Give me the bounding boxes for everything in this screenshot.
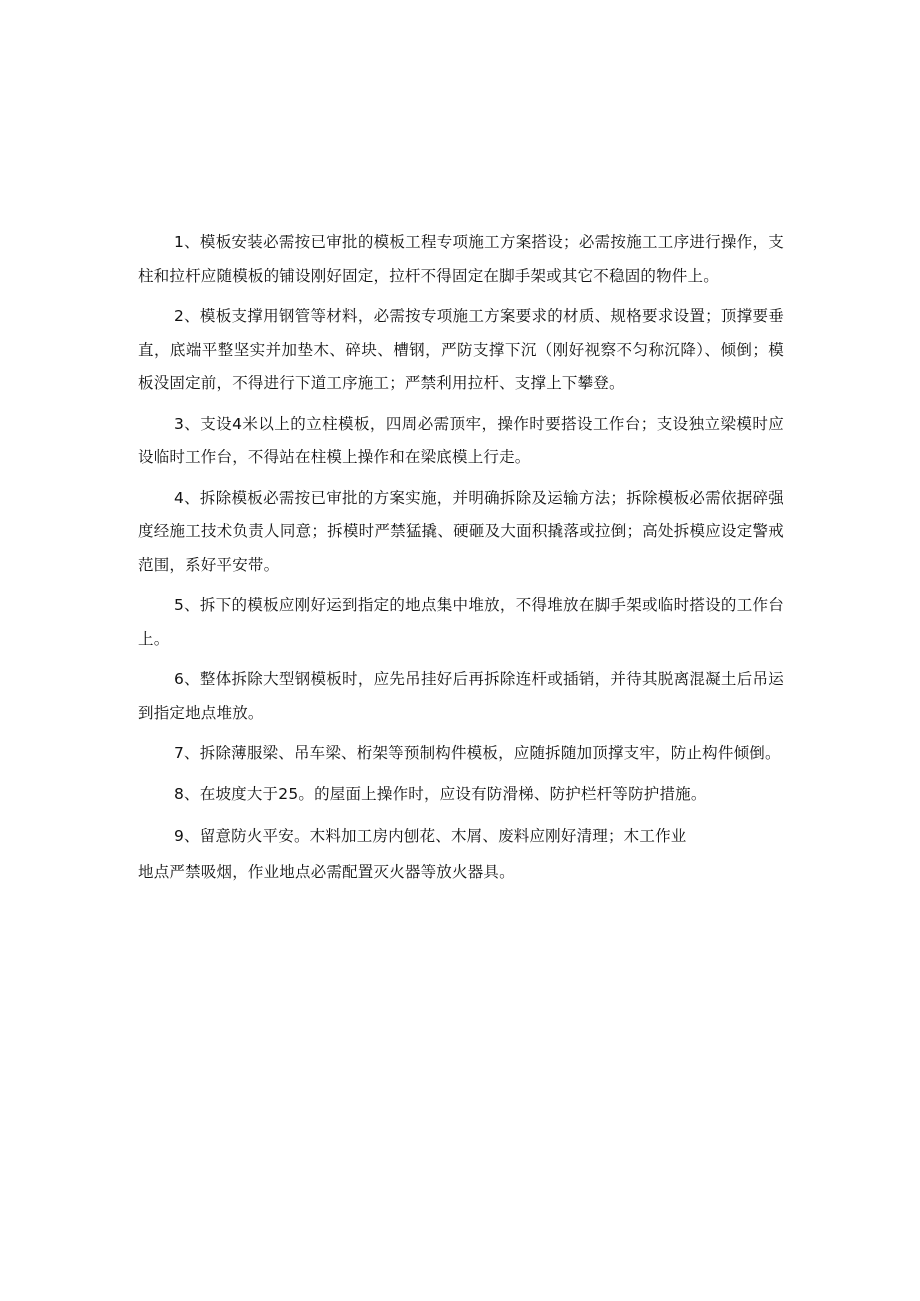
paragraph-9 [138, 818, 784, 890]
paragraph-7: 7、拆除薄服梁、吊车梁、桁架等预制构件模板，应随拆随加顶撑支牢，防止构件倾倒。 [174, 744, 781, 762]
paragraph-2: 2、模板支撑用钢管等材料，必需按专项施工方案要求的材质、规格要求设置；顶撑要垂直，底端平整坚实并加垫木、碎块、槽钢，严防支撑下沉（刚好视察不匀称沉降）、倾倒；模板没固定前，不得进行下道工序施工；严禁利用拉杆、支撑上下攀登。 [138, 307, 784, 392]
document-body [138, 226, 784, 890]
paragraph-1: 1、模板安装必需按已审批的模板工程专项施工方案搭设；必需按施工工序进行操作，支柱和拉杆应随模板的铺设刚好固定，拉杆不得固定在脚手架或其它不稳固的物件上。 [138, 233, 784, 285]
paragraph-4: 4、拆除模板必需按已审批的方案实施，并明确拆除及运输方法；拆除模板必需依据碎强度经施工技术负责人同意；拆模时严禁猛撬、硬砸及大面积撬落或拉倒；高处拆模应设定警戒范围，系好平安带。 [138, 488, 784, 574]
paragraph-9-line-1: 9、留意防火平安。木料加工房内刨花、木屑、废料应刚好清理；木工作业 [174, 827, 687, 845]
paragraph-5: 5、拆下的模板应刚好运到指定的地点集中堆放，不得堆放在脚手架或临时搭设的工作台上。 [138, 596, 784, 648]
paragraph-9-line-2: 地点严禁吸烟，作业地点必需配置灭火器等放火器具。 [138, 863, 515, 881]
paragraph-8: 8、在坡度大于25。的屋面上操作时，应设有防滑梯、防护栏杆等防护措施。 [174, 784, 707, 803]
paragraph-3: 3、支设4米以上的立柱模板，四周必需顶牢，操作时要搭设工作台；支设独立梁模时应设临时工作台，不得站在柱模上操作和在梁底模上行走。 [138, 414, 784, 466]
paragraph-6: 6、整体拆除大型钢模板时，应先吊挂好后再拆除连杆或插销，并待其脱离混凝土后吊运到指定地点堆放。 [138, 670, 784, 722]
